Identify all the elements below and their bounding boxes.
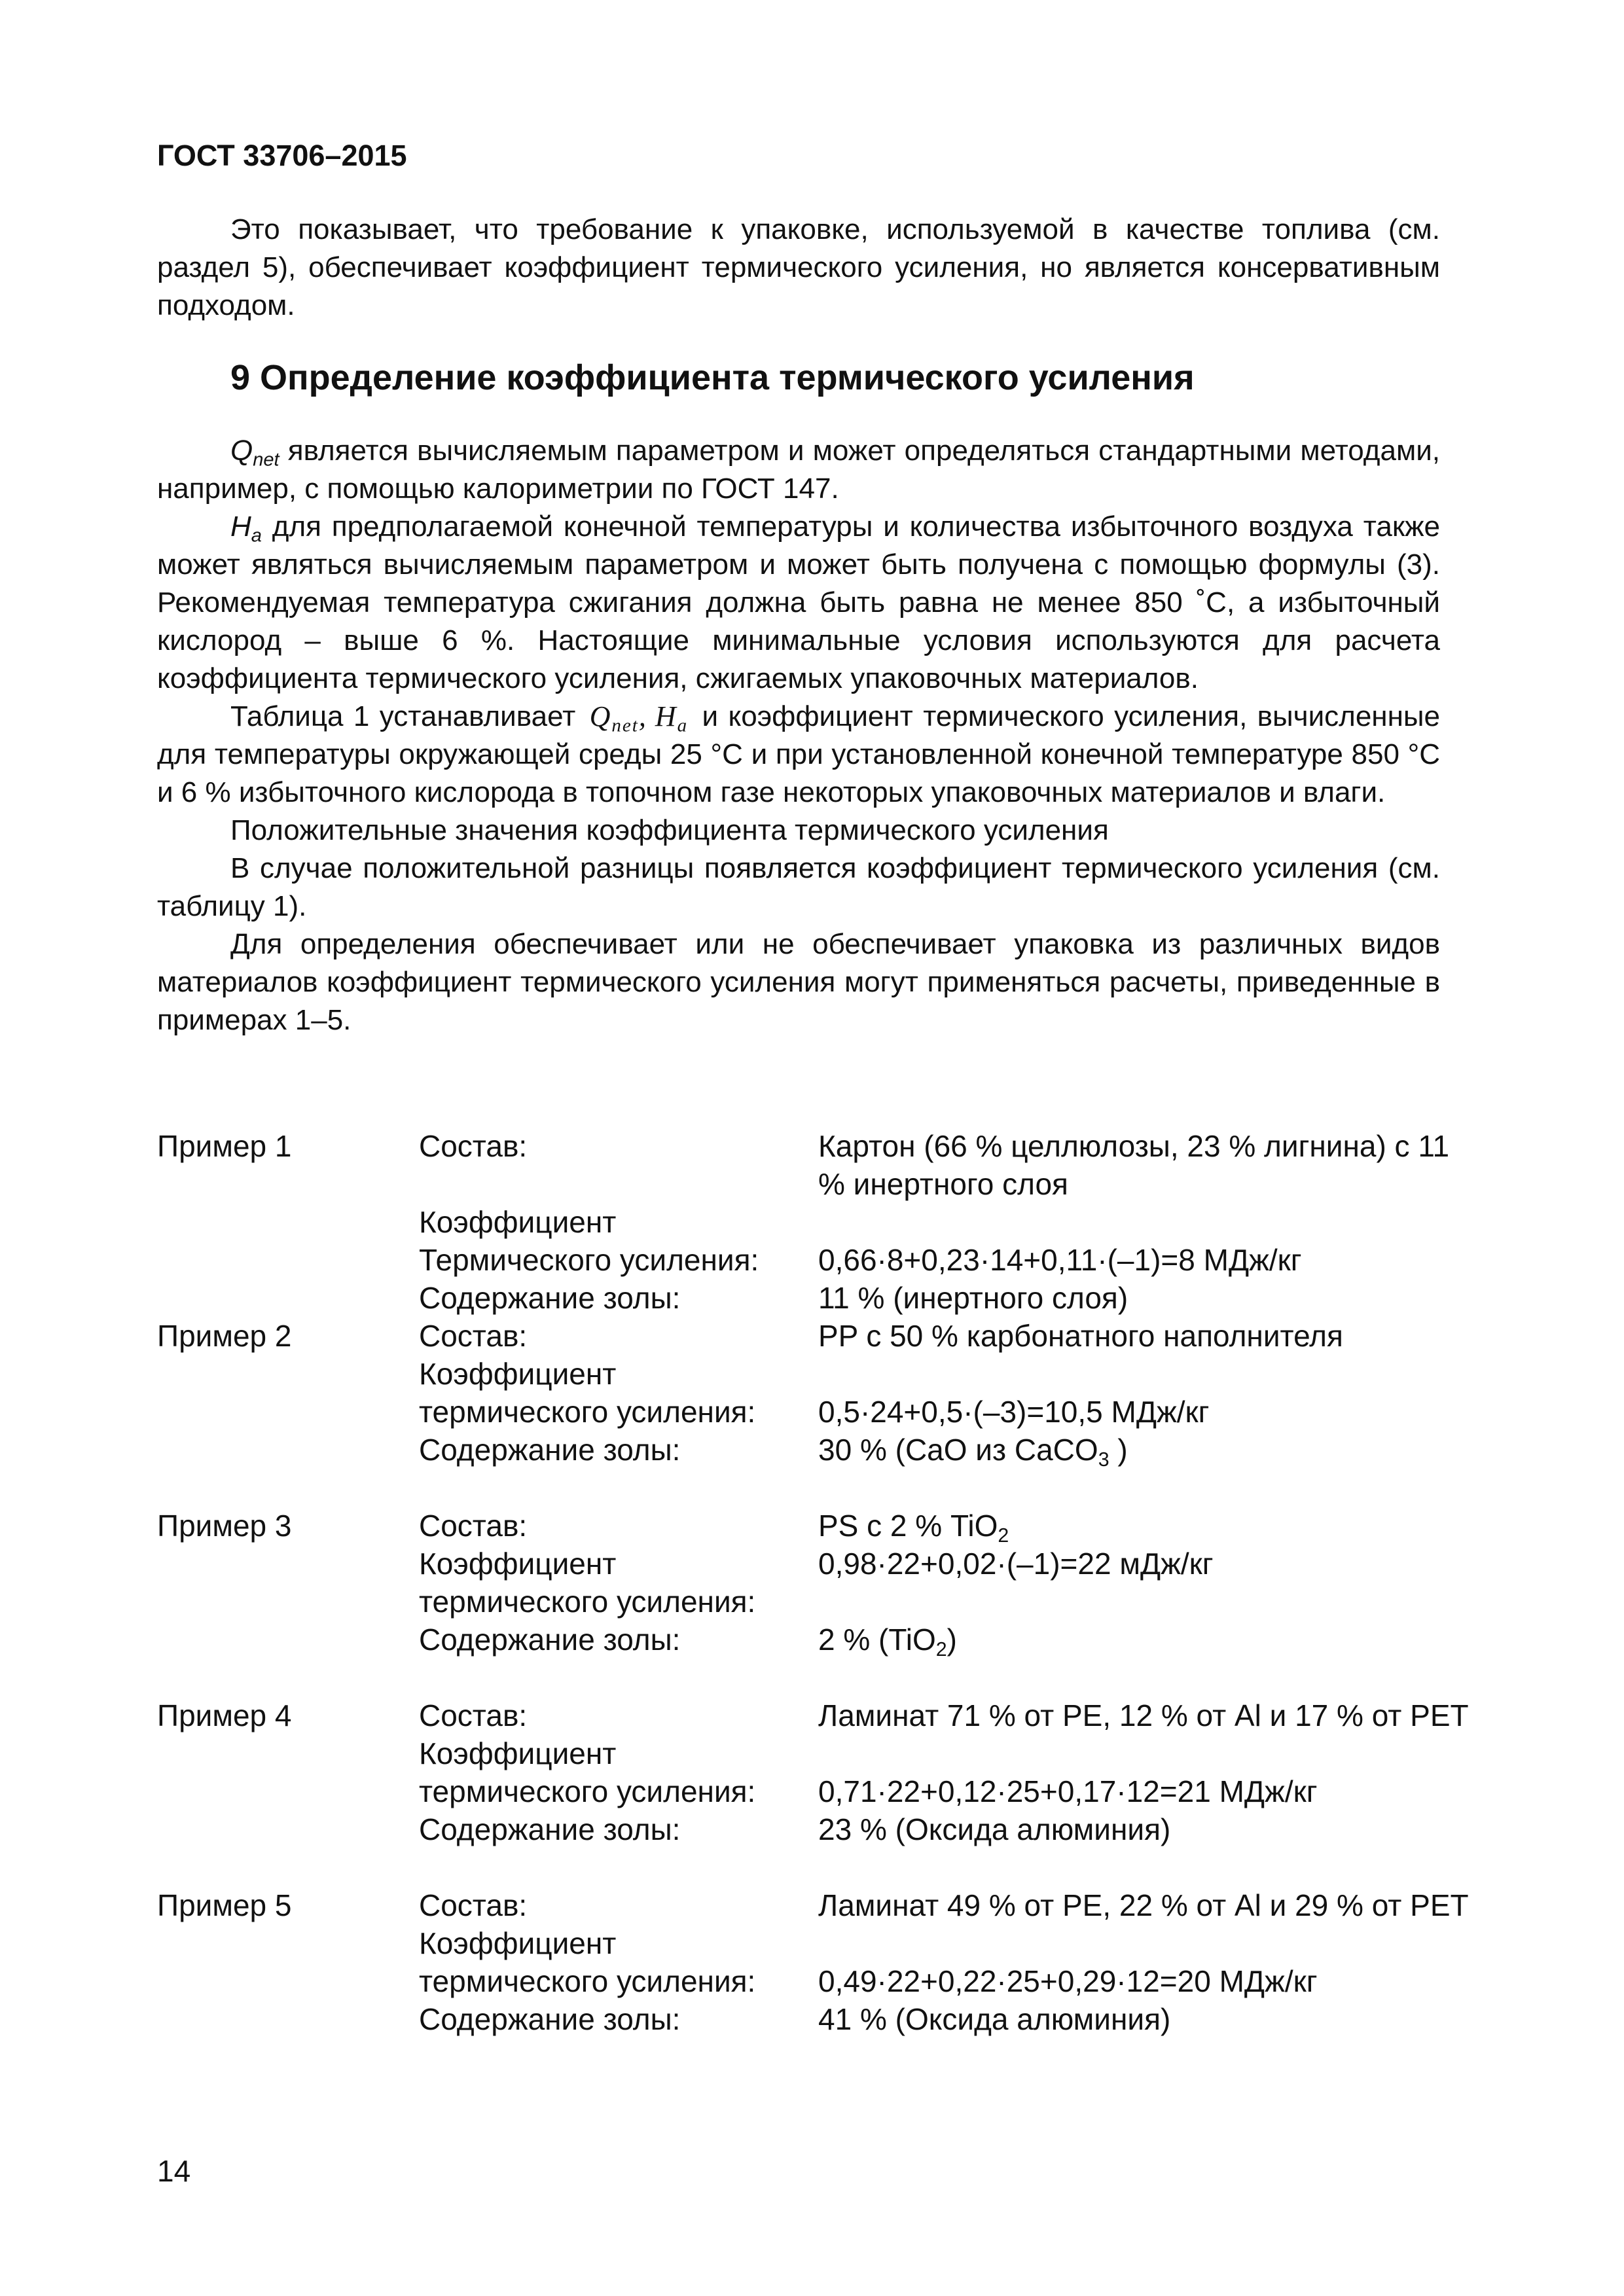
example-1-ash-row bbox=[157, 1279, 1479, 1317]
example-4-ash-row bbox=[157, 1810, 1479, 1848]
ash-label: Содержание золы: bbox=[419, 2002, 681, 2036]
paragraph-table-reference: Таблица 1 устанавливает $Q_{net}$, $H_a$ и коэффициент термического усиления, вычисленные для температуры окружающей среды 25 °С и при установленной конечной температуре 850 °С и 6 % избыточного кислорода в топочном газе некоторых упаковочных материалов и влаги. bbox=[157, 700, 1440, 808]
coefficient-label-line-1: Коэффициент bbox=[419, 1926, 617, 1960]
composition-label: Состав: bbox=[419, 1888, 528, 1922]
page-number: 14 bbox=[157, 2154, 191, 2188]
ash-value: 23 % (Оксида алюминия) bbox=[818, 1812, 1171, 1846]
intro-paragraph bbox=[157, 211, 1440, 325]
example-2-composition-row bbox=[157, 1317, 1479, 1355]
example-3-ash-row bbox=[157, 1621, 1479, 1659]
paragraph-determination: Для определения обеспечивает или не обеспечивает упаковка из различных видов материалов коэффициент термического усиления могут применяться расчеты, приведенные в примерах 1–5. bbox=[157, 928, 1440, 1036]
paragraph-positive-difference: В случае положительной разницы появляется коэффициент термического усиления (см. таблицу 1). bbox=[157, 852, 1440, 922]
coefficient-label-line-2: термического усиления: bbox=[419, 1774, 756, 1808]
example-label: Пример 3 bbox=[157, 1509, 292, 1543]
coefficient-label-line-1: Коэффициент bbox=[419, 1205, 617, 1239]
coefficient-label-line-2: Термического усиления: bbox=[419, 1243, 759, 1277]
composition-value: PS с 2 % TiO$_2$ bbox=[818, 1509, 1009, 1547]
composition-value: PP с 50 % карбонатного наполнителя bbox=[818, 1319, 1343, 1353]
example-4-composition-row bbox=[157, 1696, 1479, 1734]
example-1-composition-row bbox=[157, 1127, 1479, 1203]
ash-label: Содержание золы: bbox=[419, 1623, 681, 1657]
section-title: 9 Определение коэффициента термического усиления bbox=[230, 358, 1195, 397]
coefficient-value: 0,49·22+0,22·25+0,29·12=20 МДж/кг bbox=[818, 1964, 1318, 1998]
ha-symbol: $H_a$ bbox=[230, 511, 262, 547]
composition-label: Состав: bbox=[419, 1319, 528, 1353]
qnet-symbol: $Q_{net}$ bbox=[230, 435, 280, 471]
coefficient-label-line-1: Коэффициент bbox=[419, 1547, 617, 1581]
example-label: Пример 5 bbox=[157, 1888, 292, 1922]
example-4-coefficient-value-row bbox=[157, 1772, 1479, 1810]
paragraph-ha: $H_a$ для предполагаемой конечной температуры и количества избыточного воздуха также может являться вычисляемым параметром и может быть получена с помощью формулы (3). Рекомендуемая температура сжигания должна быть равна не менее 850 ˚С, а избыточный кислород – выше 6 %. Настоящие минимальные условия используются для расчета коэффициента термического усиления, сжигаемых упаковочных материалов. bbox=[157, 511, 1440, 694]
example-label: Пример 2 bbox=[157, 1319, 292, 1353]
ash-label: Содержание золы: bbox=[419, 1812, 681, 1846]
composition-label: Состав: bbox=[419, 1509, 528, 1543]
section-body bbox=[157, 432, 1440, 1039]
composition-value: Картон (66 % целлюлозы, 23 % лигнина) с 11 % инертного слоя bbox=[818, 1129, 1450, 1201]
paragraph-positive-values: Положительные значения коэффициента термического усиления bbox=[230, 814, 1109, 846]
example-1-coefficient-row bbox=[157, 1203, 1479, 1241]
composition-value: Ламинат 49 % от PE, 22 % от Al и 29 % от PET bbox=[818, 1888, 1469, 1922]
example-label: Пример 1 bbox=[157, 1129, 292, 1163]
qnet-formula-symbol: $Q_{net}$, bbox=[589, 700, 647, 736]
ash-label: Содержание золы: bbox=[419, 1281, 681, 1315]
coefficient-label-line-2: термического усиления: bbox=[419, 1964, 756, 1998]
intro-text: Это показывает, что требование к упаковке, используемой в качестве топлива (см. раздел 5), обеспечивает коэффициент термического усиления, но является консервативным подходом. bbox=[157, 213, 1440, 321]
coefficient-value: 0,98·22+0,02·(–1)=22 мДж/кг bbox=[818, 1547, 1214, 1581]
paragraph-qnet: $Q_{net}$ является вычисляемым параметром и может определяться стандартными методами, например, с помощью калориметрии по ГОСТ 147. bbox=[157, 435, 1440, 505]
example-1-coefficient-value-row bbox=[157, 1241, 1479, 1279]
example-2-coefficient-row bbox=[157, 1355, 1479, 1393]
coefficient-label-line-2: термического усиления: bbox=[419, 1395, 756, 1429]
example-5-ash-row bbox=[157, 2000, 1479, 2038]
coefficient-label-line-1: Коэффициент bbox=[419, 1357, 617, 1391]
ash-value: 11 % (инертного слоя) bbox=[818, 1281, 1128, 1315]
standard-header: ГОСТ 33706–2015 bbox=[157, 139, 407, 172]
example-5-composition-row bbox=[157, 1886, 1479, 1924]
composition-value: Ламинат 71 % от PE, 12 % от Al и 17 % от PET bbox=[818, 1698, 1469, 1732]
coefficient-label-line-2: термического усиления: bbox=[419, 1585, 756, 1619]
ash-value: 2 % (TiO$_2$) bbox=[818, 1623, 957, 1661]
examples-table bbox=[157, 1127, 1479, 2038]
coefficient-value: 0,66·8+0,23·14+0,11·(–1)=8 МДж/кг bbox=[818, 1243, 1302, 1277]
example-2-ash-row bbox=[157, 1431, 1479, 1469]
ash-label: Содержание золы: bbox=[419, 1433, 681, 1467]
ha-formula-symbol: $H_a$ bbox=[655, 700, 689, 736]
example-3-composition-row bbox=[157, 1507, 1479, 1545]
example-5-coefficient-value-row bbox=[157, 1962, 1479, 2000]
example-4-coefficient-row bbox=[157, 1734, 1479, 1772]
example-5-coefficient-row bbox=[157, 1924, 1479, 1962]
composition-label: Состав: bbox=[419, 1698, 528, 1732]
coefficient-label-line-1: Коэффициент bbox=[419, 1736, 617, 1770]
coefficient-value: 0,71·22+0,12·25+0,17·12=21 МДж/кг bbox=[818, 1774, 1318, 1808]
example-3-coefficient-label-row bbox=[157, 1583, 1479, 1621]
example-2-coefficient-value-row bbox=[157, 1393, 1479, 1431]
coefficient-value: 0,5·24+0,5·(–3)=10,5 МДж/кг bbox=[818, 1395, 1210, 1429]
ash-value: 41 % (Оксида алюминия) bbox=[818, 2002, 1171, 2036]
composition-label: Состав: bbox=[419, 1129, 528, 1163]
example-3-coefficient-row bbox=[157, 1545, 1479, 1583]
example-label: Пример 4 bbox=[157, 1698, 292, 1732]
ash-value: 30 % (CaO из CaCO$_3$ ) bbox=[818, 1433, 1128, 1471]
